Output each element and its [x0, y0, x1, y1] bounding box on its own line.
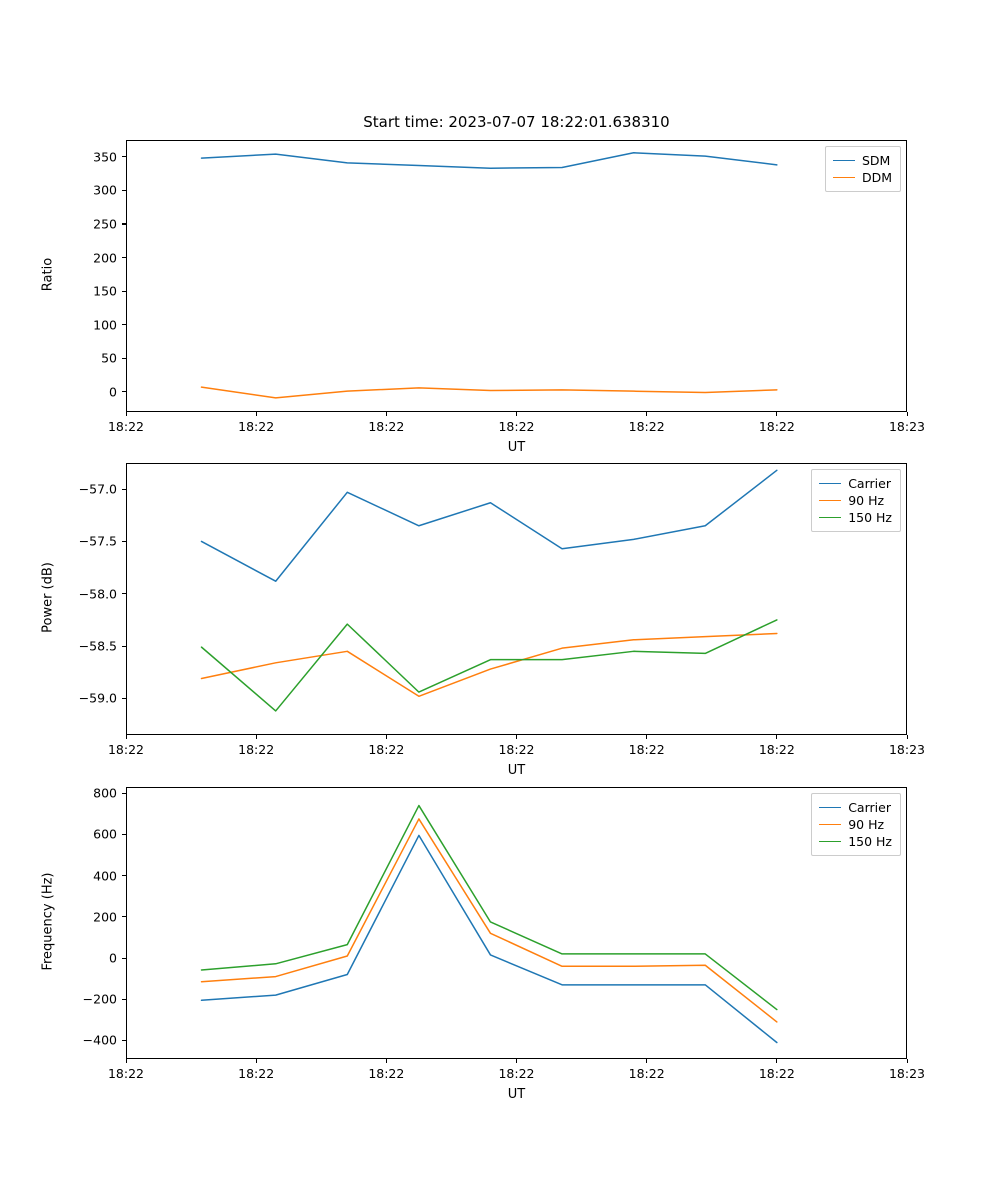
legend-label: 150 Hz [848, 510, 892, 525]
x-tick-label: 18:22 [758, 742, 795, 757]
y-tick-label: −57.0 [78, 481, 117, 497]
series-line-90-hz [202, 634, 777, 697]
legend [825, 146, 901, 192]
y-tick-label: 0 [109, 950, 117, 966]
x-tick-label: 18:22 [107, 419, 145, 434]
legend-item[interactable] [833, 169, 892, 186]
x-tick-mark [126, 1059, 127, 1063]
y-tick-label: 150 [93, 283, 117, 299]
y-axis-label: Frequency (Hz) [40, 872, 56, 971]
y-tick-label: 800 [93, 785, 117, 801]
legend-item[interactable] [819, 816, 892, 833]
legend-item[interactable] [819, 475, 892, 492]
legend-item[interactable] [819, 799, 892, 816]
x-tick-mark [516, 735, 517, 739]
x-tick-label: 18:22 [628, 742, 665, 757]
legend-swatch-icon [819, 517, 841, 518]
legend-swatch-icon [819, 807, 841, 808]
legend [811, 793, 901, 856]
legend-item[interactable] [819, 509, 892, 526]
y-axis-label: Ratio [40, 257, 56, 292]
data-lines [126, 463, 907, 735]
x-tick-mark [776, 1059, 777, 1063]
y-tick-label: 600 [93, 826, 117, 842]
y-tick-label: 350 [93, 149, 117, 165]
legend-label: 90 Hz [848, 817, 885, 832]
x-tick-mark [256, 412, 257, 416]
x-tick-label: 18:22 [498, 742, 535, 757]
legend-item[interactable] [833, 152, 892, 169]
y-tick-label: −57.5 [78, 533, 117, 549]
x-tick-label: 18:22 [498, 1066, 535, 1081]
x-tick-mark [907, 735, 908, 739]
x-tick-label: 18:22 [238, 742, 275, 757]
x-tick-mark [256, 735, 257, 739]
x-tick-mark [386, 735, 387, 739]
x-tick-mark [386, 1059, 387, 1063]
y-tick-label: −59.0 [78, 690, 117, 706]
x-tick-label: 18:22 [628, 1066, 665, 1081]
legend-label: SDM [861, 153, 891, 168]
x-tick-label: 18:22 [107, 1066, 145, 1081]
series-line-sdm [202, 153, 777, 168]
legend-item[interactable] [819, 833, 892, 850]
x-tick-label: 18:22 [628, 419, 665, 434]
x-tick-mark [646, 735, 647, 739]
y-tick-label: 200 [93, 250, 117, 266]
x-tick-mark [907, 1059, 908, 1063]
legend-swatch-icon [819, 483, 841, 484]
y-tick-label: 250 [93, 216, 117, 232]
series-line-ddm [202, 387, 777, 398]
x-tick-label: 18:23 [888, 419, 926, 434]
legend-label: DDM [861, 170, 892, 185]
x-tick-label: 18:22 [758, 1066, 795, 1081]
data-lines [126, 787, 907, 1059]
y-tick-label: −58.0 [78, 586, 117, 602]
x-tick-mark [126, 412, 127, 416]
y-tick-label: −58.5 [78, 638, 117, 654]
x-tick-mark [516, 412, 517, 416]
y-tick-label: −400 [82, 1032, 117, 1048]
x-tick-label: 18:22 [368, 742, 405, 757]
x-tick-mark [126, 735, 127, 739]
y-tick-label: 200 [93, 909, 117, 925]
x-tick-mark [907, 412, 908, 416]
x-tick-label: 18:22 [238, 419, 275, 434]
y-tick-label: −200 [82, 991, 117, 1007]
series-line-150-hz [202, 806, 777, 1010]
legend-label: Carrier [848, 800, 891, 815]
legend [811, 469, 901, 532]
chart-panel-3 [40, 785, 926, 1102]
chart-panel-2 [40, 463, 926, 778]
legend-swatch-icon [833, 160, 855, 161]
x-tick-mark [386, 412, 387, 416]
x-tick-label: 18:22 [238, 1066, 275, 1081]
y-tick-label: 50 [101, 350, 117, 366]
x-tick-label: 18:22 [758, 419, 795, 434]
y-axis-label: Power (dB) [40, 562, 56, 633]
legend-label: 150 Hz [848, 834, 892, 849]
x-tick-label: 18:23 [888, 1066, 926, 1081]
x-tick-label: 18:22 [368, 1066, 405, 1081]
x-tick-label: 18:23 [888, 742, 926, 757]
y-tick-label: 300 [93, 182, 117, 198]
legend-label: Carrier [848, 476, 891, 491]
legend-swatch-icon [833, 177, 855, 178]
x-axis-label: UT [507, 763, 526, 778]
y-tick-label: 0 [109, 384, 117, 400]
series-line-150-hz [202, 620, 777, 711]
x-tick-mark [646, 412, 647, 416]
x-tick-mark [776, 412, 777, 416]
chart-panel-1 [40, 113, 926, 455]
legend-item[interactable] [819, 492, 892, 509]
legend-swatch-icon [819, 824, 841, 825]
x-tick-mark [776, 735, 777, 739]
x-tick-label: 18:22 [107, 742, 145, 757]
page-title: Start time: 2023-07-07 18:22:01.638310 [363, 113, 670, 131]
x-axis-label: UT [507, 1087, 526, 1102]
legend-label: 90 Hz [848, 493, 885, 508]
y-tick-label: 400 [93, 868, 117, 884]
legend-swatch-icon [819, 500, 841, 501]
legend-swatch-icon [819, 841, 841, 842]
x-tick-mark [516, 1059, 517, 1063]
x-tick-label: 18:22 [368, 419, 405, 434]
series-line-carrier [202, 470, 777, 581]
data-lines [126, 140, 907, 412]
x-tick-label: 18:22 [498, 419, 535, 434]
y-tick-label: 100 [93, 317, 117, 333]
x-axis-label: UT [507, 440, 526, 455]
series-line-carrier [202, 835, 777, 1042]
x-tick-mark [646, 1059, 647, 1063]
x-tick-mark [256, 1059, 257, 1063]
